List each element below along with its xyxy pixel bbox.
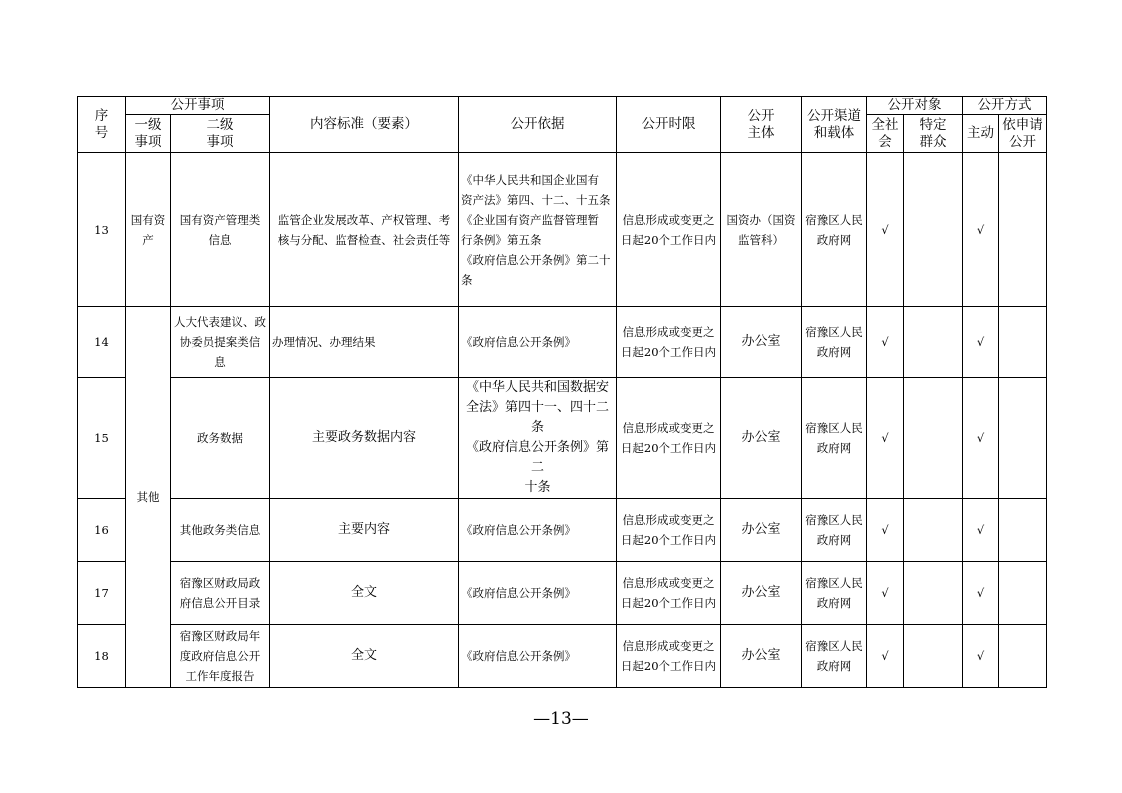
audience-all-check: √ — [867, 153, 904, 307]
content-standard: 办理情况、办理结果 — [270, 307, 459, 378]
method-request-check — [999, 562, 1047, 625]
row-number: 18 — [78, 625, 126, 688]
row-number: 14 — [78, 307, 126, 378]
disclosure-basis: 《中华人民共和国企业国有 资产法》第四、十二、十五条 《企业国有资产监督管理暂 行条例》第五条 《政府信息公开条例》第二十 条 — [459, 153, 617, 307]
disclosure-subject: 办公室 — [721, 562, 802, 625]
level1-item: 其他 — [126, 307, 171, 688]
table-row — [78, 499, 1047, 562]
method-active-check: √ — [963, 562, 999, 625]
method-request-check — [999, 378, 1047, 499]
audience-all-check: √ — [867, 378, 904, 499]
level2-item: 其他政务类信息 — [171, 499, 270, 562]
header-basis: 公开依据 — [459, 97, 617, 153]
header-level2: 二级 事项 — [171, 115, 270, 153]
level2-item: 宿豫区财政局政 府信息公开目录 — [171, 562, 270, 625]
disclosure-deadline: 信息形成或变更之 日起20个工作日内 — [617, 562, 721, 625]
table-header — [78, 97, 1047, 153]
audience-specific-check — [904, 499, 963, 562]
disclosure-deadline: 信息形成或变更之 日起20个工作日内 — [617, 625, 721, 688]
table-row — [78, 378, 1047, 499]
disclosure-channel: 宿豫区人民 政府网 — [802, 499, 867, 562]
level2-item: 宿豫区财政局年 度政府信息公开 工作年度报告 — [171, 625, 270, 688]
method-active-check: √ — [963, 378, 999, 499]
method-request-check — [999, 153, 1047, 307]
header-audience-specific: 特定 群众 — [904, 115, 963, 153]
disclosure-basis: 《政府信息公开条例》 — [459, 499, 617, 562]
header-level1: 一级 事项 — [126, 115, 171, 153]
disclosure-subject: 办公室 — [721, 499, 802, 562]
disclosure-subject: 办公室 — [721, 625, 802, 688]
disclosure-channel: 宿豫区人民 政府网 — [802, 378, 867, 499]
content-standard: 监管企业发展改革、产权管理、考 核与分配、监督检查、社会责任等 — [270, 153, 459, 307]
disclosure-basis: 《中华人民共和国数据安 全法》第四十一、四十二条 《政府信息公开条例》第二 十条 — [459, 378, 617, 499]
method-active-check: √ — [963, 307, 999, 378]
header-method-request: 依申请 公开 — [999, 115, 1047, 153]
disclosure-deadline: 信息形成或变更之 日起20个工作日内 — [617, 307, 721, 378]
table-row — [78, 625, 1047, 688]
content-standard: 主要内容 — [270, 499, 459, 562]
header-content: 内容标准（要素） — [270, 97, 459, 153]
header-seq: 序 号 — [78, 97, 126, 153]
disclosure-subject: 办公室 — [721, 378, 802, 499]
disclosure-subject: 办公室 — [721, 307, 802, 378]
audience-all-check: √ — [867, 625, 904, 688]
level2-item: 国有资产管理类 信息 — [171, 153, 270, 307]
disclosure-basis: 《政府信息公开条例》 — [459, 307, 617, 378]
content-standard: 全文 — [270, 625, 459, 688]
disclosure-channel: 宿豫区人民 政府网 — [802, 153, 867, 307]
header-audience-group: 公开对象 — [867, 97, 963, 115]
audience-specific-check — [904, 562, 963, 625]
audience-specific-check — [904, 307, 963, 378]
header-method-active: 主动 — [963, 115, 999, 153]
table-row — [78, 153, 1047, 307]
page-number: —13— — [533, 709, 589, 729]
method-request-check — [999, 307, 1047, 378]
table-body — [78, 153, 1047, 688]
disclosure-channel: 宿豫区人民 政府网 — [802, 562, 867, 625]
disclosure-basis: 《政府信息公开条例》 — [459, 562, 617, 625]
level1-item: 国有资 产 — [126, 153, 171, 307]
disclosure-catalog-table — [77, 96, 1047, 688]
row-number: 17 — [78, 562, 126, 625]
content-standard: 主要政务数据内容 — [270, 378, 459, 499]
disclosure-channel: 宿豫区人民 政府网 — [802, 307, 867, 378]
table-row — [78, 307, 1047, 378]
header-audience-all: 全社 会 — [867, 115, 904, 153]
audience-all-check: √ — [867, 562, 904, 625]
table-row — [78, 562, 1047, 625]
row-number: 16 — [78, 499, 126, 562]
disclosure-channel: 宿豫区人民 政府网 — [802, 625, 867, 688]
method-active-check: √ — [963, 153, 999, 307]
level2-item: 政务数据 — [171, 378, 270, 499]
header-item-group: 公开事项 — [126, 97, 270, 115]
header-channel: 公开渠道 和载体 — [802, 97, 867, 153]
header-deadline: 公开时限 — [617, 97, 721, 153]
row-number: 13 — [78, 153, 126, 307]
audience-all-check: √ — [867, 307, 904, 378]
method-active-check: √ — [963, 499, 999, 562]
method-active-check: √ — [963, 625, 999, 688]
header-subject: 公开 主体 — [721, 97, 802, 153]
audience-specific-check — [904, 153, 963, 307]
disclosure-subject: 国资办（国资 监管科） — [721, 153, 802, 307]
row-number: 15 — [78, 378, 126, 499]
header-method-group: 公开方式 — [963, 97, 1047, 115]
disclosure-deadline: 信息形成或变更之 日起20个工作日内 — [617, 378, 721, 499]
audience-all-check: √ — [867, 499, 904, 562]
level2-item: 人大代表建议、政 协委员提案类信 息 — [171, 307, 270, 378]
disclosure-deadline: 信息形成或变更之 日起20个工作日内 — [617, 153, 721, 307]
audience-specific-check — [904, 378, 963, 499]
audience-specific-check — [904, 625, 963, 688]
method-request-check — [999, 499, 1047, 562]
method-request-check — [999, 625, 1047, 688]
disclosure-deadline: 信息形成或变更之 日起20个工作日内 — [617, 499, 721, 562]
content-standard: 全文 — [270, 562, 459, 625]
disclosure-basis: 《政府信息公开条例》 — [459, 625, 617, 688]
